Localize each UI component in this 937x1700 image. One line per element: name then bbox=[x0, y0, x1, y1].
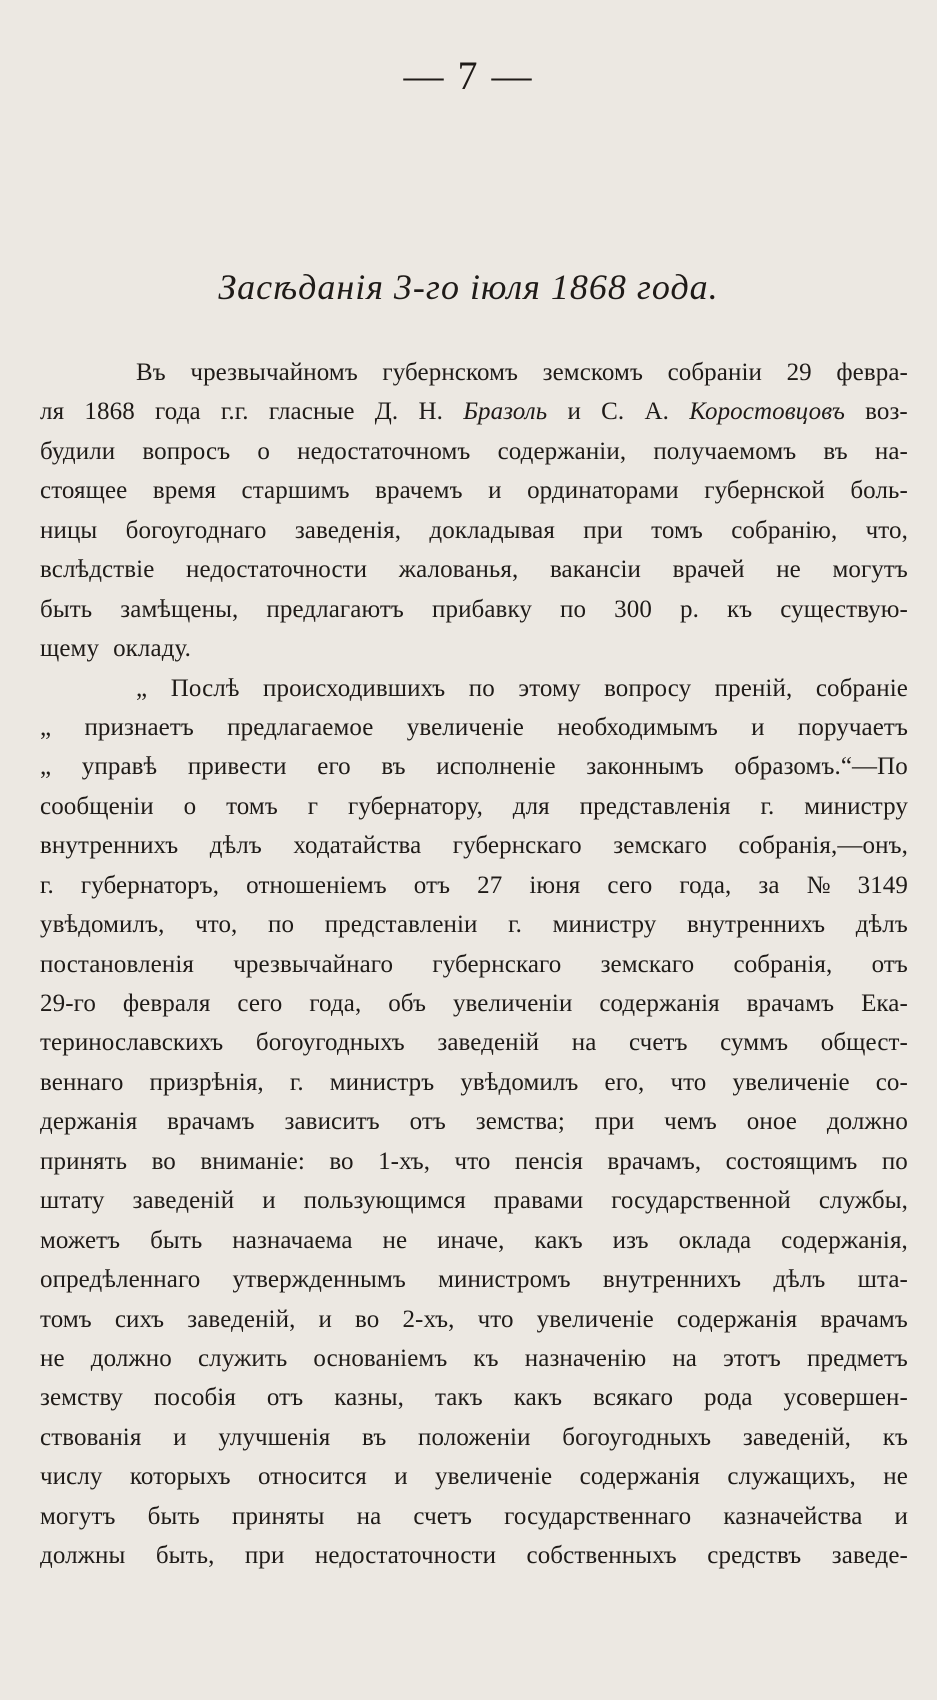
text-line: внутреннихъ дѣлъ ходатайства губернскаго земскаго собранія,—онъ, bbox=[40, 832, 908, 860]
text-line: ствованія и улучшенія въ положеніи богоугодныхъ заведеній, къ bbox=[40, 1423, 908, 1451]
text-line: „ Послѣ происходившихъ по этому вопросу преній, собраніе bbox=[136, 674, 908, 702]
text-line: будили вопросъ о недостаточномъ содержаніи, получаемомъ въ на- bbox=[40, 437, 908, 465]
text-line: теринославскихъ богоугодныхъ заведеній на счетъ суммъ общест- bbox=[40, 1029, 908, 1057]
text-line: постановленія чрезвычайнаго губернскаго земскаго собранія, отъ bbox=[40, 950, 908, 978]
paragraph-1 bbox=[40, 353, 908, 669]
text-line: быть замѣщены, предлагаютъ прибавку по 300 р. къ существую- bbox=[40, 595, 908, 623]
text-line: можетъ быть назначаема не иначе, какъ изъ оклада содержанія, bbox=[40, 1226, 908, 1254]
text-line: „ признаетъ предлагаемое увеличеніе необходимымъ и поручаетъ bbox=[40, 713, 908, 741]
body-text bbox=[40, 353, 908, 1576]
text-line: вслѣдствіе недостаточности жалованья, вакансіи врачей не могутъ bbox=[40, 556, 908, 584]
text-line: штату заведеній и пользующимся правами государственной службы, bbox=[40, 1187, 908, 1215]
text-line: земству пособія отъ казны, такъ какъ всякаго рода усовершен- bbox=[40, 1384, 908, 1412]
text-line: сообщеніи о томъ г губернатору, для представленія г. министру bbox=[40, 792, 908, 820]
text-line: ницы богоугоднаго заведенія, докладывая при томъ собранію, что, bbox=[40, 516, 908, 544]
text-line: „ управѣ привести его въ исполненіе законнымъ образомъ.“—По bbox=[40, 753, 908, 781]
text-line: г. губернаторъ, отношеніемъ отъ 27 іюня сего года, за № 3149 bbox=[40, 871, 908, 899]
section-title: Засѣданія 3-го іюля 1868 года. bbox=[218, 267, 719, 307]
paragraph-2 bbox=[40, 669, 908, 1576]
text-line: принять во вниманіе: во 1-хъ, что пенсія врачамъ, состоящимъ по bbox=[40, 1147, 908, 1175]
text-line: щему окладу. bbox=[40, 635, 191, 663]
text-line: держанія врачамъ зависитъ отъ земства; при чемъ оное должно bbox=[40, 1108, 908, 1136]
text-line: числу которыхъ относится и увеличеніе содержанія служащихъ, не bbox=[40, 1463, 908, 1491]
text-line: 29-го февраля сего года, объ увеличеніи содержанія врачамъ Ека- bbox=[40, 990, 908, 1017]
text-line: стоящее время старшимъ врачемъ и ординаторами губернской боль- bbox=[40, 477, 908, 505]
text-line: должны быть, при недостаточности собственныхъ средствъ заведе- bbox=[40, 1542, 908, 1570]
text-line: Въ чрезвычайномъ губернскомъ земскомъ собраніи 29 февра- bbox=[136, 359, 908, 386]
text-line: веннаго призрѣнія, г. министръ увѣдомилъ его, что увеличеніе со- bbox=[40, 1068, 908, 1096]
text-line: опредѣленнаго утвержденнымъ министромъ внутреннихъ дѣлъ шта- bbox=[40, 1266, 908, 1294]
text-line: не должно служить основаніемъ къ назначенію на этотъ предметъ bbox=[40, 1344, 908, 1372]
text-line: томъ сихъ заведеній, и во 2-хъ, что увеличеніе содержанія врачамъ bbox=[40, 1305, 908, 1333]
text-line: ля 1868 года г.г. гласные Д. Н. Бразоль и С. А. Коростовцовъ воз- bbox=[40, 398, 908, 426]
page-number: — 7 — bbox=[403, 53, 534, 98]
text-line: увѣдомилъ, что, по представленіи г. министру внутреннихъ дѣлъ bbox=[40, 911, 908, 939]
text-line: могутъ быть приняты на счетъ государственнаго казначейства и bbox=[40, 1502, 908, 1530]
